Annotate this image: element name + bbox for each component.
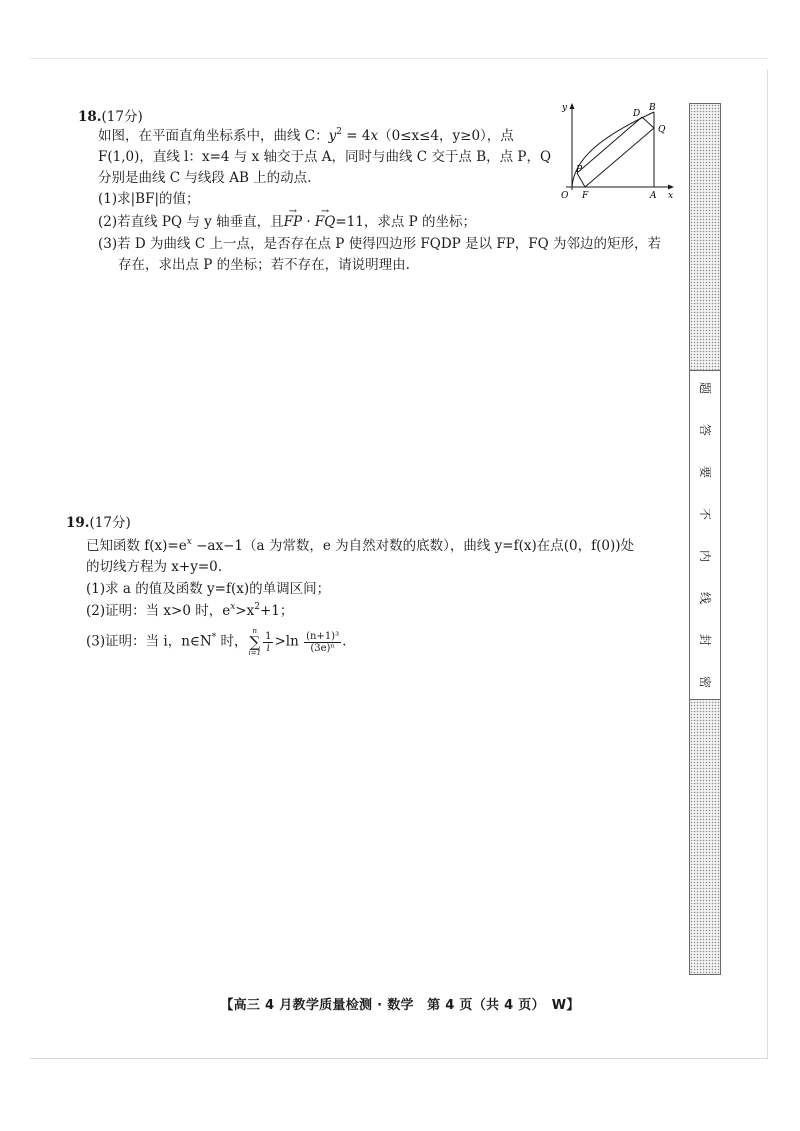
q19-star: * (211, 632, 217, 643)
q19-stem-text: 已知函数 f(x)=e (86, 538, 187, 554)
q18-figure (558, 100, 676, 202)
sheet-right-edge (767, 70, 768, 1058)
fraction-2-numerator: (n+1)³ (306, 630, 340, 642)
label-f: F (582, 191, 589, 201)
fraction-1-numerator: 1 (265, 630, 272, 642)
fraction-log-argument (304, 631, 341, 654)
q18-var-x: x (370, 128, 379, 144)
binding-char: 密 (698, 675, 712, 688)
q18-domain: （0≤x≤4，y≥0），点 (378, 128, 514, 144)
q19-number: 19. (66, 515, 90, 531)
q19-part-2-tail: +1； (259, 603, 294, 619)
q19-part-1: (1)求 a 的值及函数 y=f(x)的单调区间； (86, 581, 331, 597)
q18-part-3-line-2: 存在，求出点 P 的坐标；若不存在，请说明理由. (118, 257, 410, 273)
q19-heading (66, 514, 131, 532)
q19-part-3-text: (3)证明：当 i，n∈N (86, 633, 212, 650)
q19-stem-tail: −ax−1（a 为常数，e 为自然对数的底数），曲线 y=f(x)在点(0，f(0))处 (191, 538, 634, 554)
q18-number: 18. (78, 109, 102, 125)
label-x: x (668, 191, 674, 201)
q18-part-1: (1)求|BF|的值； (98, 191, 200, 207)
q18-exponent: 2 (336, 127, 342, 137)
label-o: O (561, 191, 569, 201)
q19-part-2 (86, 602, 293, 620)
sheet-bottom-edge (30, 1058, 768, 1059)
fraction-one-over-i (263, 631, 273, 654)
label-y: y (562, 103, 568, 113)
q18-equals: = 4 (342, 128, 371, 144)
q19-part-3-end: . (342, 633, 347, 650)
q19-part-3-mid: 时， (216, 633, 248, 650)
label-q: Q (658, 125, 666, 135)
q18-part-3-line-1: (3)若 D 为曲线 C 上一点，是否存在点 P 使得四边形 FQDP 是以 FP，FQ 为邻边的矩形，若 (98, 236, 661, 252)
q18-part-2-text: (2)若直线 PQ 与 y 轴垂直，且 (98, 214, 284, 230)
q19-stem-line-2: 的切线方程为 x+y=0. (86, 559, 223, 575)
binding-char: 题 (698, 381, 712, 394)
vector-fp: → FP (284, 213, 302, 231)
summation-sign: ∑ (249, 633, 261, 651)
binding-char: 封 (698, 633, 712, 646)
page-footer: 【高三 4 月教学质量检测 · 数学 第 4 页（共 4 页） W】 (220, 998, 580, 1013)
q19-part-2-mid: >x (235, 603, 255, 619)
vector-fq: → FQ (315, 213, 335, 231)
summation (249, 627, 262, 657)
summation-lower: i=1 (248, 649, 262, 657)
summation-upper: n (252, 627, 258, 635)
q19-part-2-exp-2: 2 (254, 602, 260, 612)
binding-char: 线 (698, 591, 712, 604)
dot-operator: · (302, 214, 315, 230)
label-d: D (633, 109, 641, 119)
curve-c (572, 112, 654, 187)
q19-stem-line-1 (86, 537, 634, 555)
q18-part-2-tail: =11，求点 P 的坐标； (335, 214, 476, 230)
segment-fp (577, 173, 585, 187)
q18-part-2 (98, 213, 476, 231)
y-axis-arrow (570, 103, 575, 109)
q18-stem-text: 如图，在平面直角坐标系中，曲线 C： (98, 128, 329, 144)
q19-part-2-text: (2)证明：当 x>0 时，e (86, 603, 231, 619)
q18-heading (78, 108, 143, 126)
q19-part-3 (86, 627, 346, 657)
q18-stem-line-1 (98, 127, 514, 145)
q18-stem-line-3: 分别是曲线 C 与线段 AB 上的动点. (98, 170, 312, 186)
q18-var-y: y (328, 128, 337, 144)
segment-dq (642, 117, 654, 128)
q19-points: (17分) (89, 515, 131, 531)
q19-part-3-ln: >ln (274, 633, 304, 650)
label-a: A (650, 191, 657, 201)
fraction-2-denominator: (3e)ⁿ (310, 642, 335, 654)
q18-stem-line-2: F(1,0)，直线 l：x=4 与 x 轴交于点 A，同时与曲线 C 交于点 B，点 P，Q (98, 149, 552, 165)
q18-points: (17分) (101, 109, 143, 125)
sheet-top-edge (30, 58, 768, 59)
binding-warning-label (690, 370, 720, 700)
fraction-1-denominator: i (266, 642, 270, 654)
q19-exponent-x: x (186, 537, 192, 547)
binding-char: 答 (698, 423, 712, 436)
q19-part-2-exp-x: x (230, 602, 236, 612)
x-axis-arrow (668, 185, 674, 190)
segment-pd (577, 117, 642, 173)
binding-char: 不 (698, 507, 712, 520)
label-b: B (649, 103, 656, 113)
binding-char: 要 (698, 465, 712, 478)
label-p: P (576, 165, 583, 175)
binding-char: 内 (698, 549, 712, 562)
